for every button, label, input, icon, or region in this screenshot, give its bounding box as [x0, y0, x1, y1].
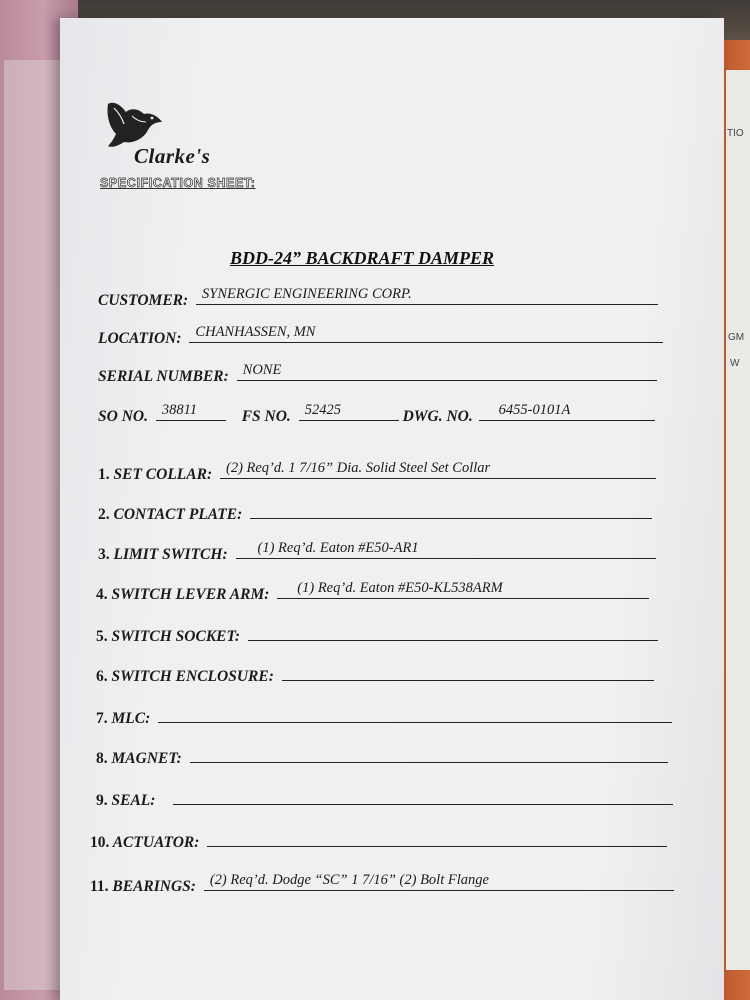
item-number: 6.	[96, 668, 108, 685]
item-value: (1) Req’d. Eaton #E50-AR1	[257, 540, 419, 556]
underlying-page	[4, 60, 60, 990]
item-label: SWITCH ENCLOSURE:	[111, 668, 274, 685]
order-numbers-row	[98, 404, 655, 426]
item-label: MLC:	[111, 710, 151, 727]
serial-number-label: SERIAL NUMBER:	[98, 368, 229, 385]
item-label: MAGNET:	[111, 750, 182, 767]
serial-number-field	[98, 364, 657, 386]
item-row	[96, 664, 654, 686]
item-line	[173, 788, 673, 805]
so-value: 38811	[161, 402, 198, 418]
item-line	[250, 502, 652, 519]
so-label: SO NO.	[98, 408, 148, 425]
item-row	[98, 542, 656, 564]
next-page-edge	[726, 70, 750, 970]
item-row	[90, 874, 674, 896]
item-label: SET COLLAR:	[113, 466, 213, 483]
edge-text: GM	[728, 332, 745, 343]
customer-label: CUSTOMER:	[98, 292, 189, 309]
item-line	[277, 582, 649, 599]
location-value: CHANHASSEN, MN	[195, 324, 316, 340]
item-value: (2) Req’d. 1 7/16” Dia. Solid Steel Set Collar	[225, 460, 491, 476]
item-number: 11.	[90, 878, 109, 895]
item-number: 4.	[96, 586, 108, 603]
item-line	[204, 874, 674, 891]
item-label: SEAL:	[111, 792, 156, 809]
item-label: CONTACT PLATE:	[113, 506, 243, 523]
item-label: SWITCH SOCKET:	[111, 628, 240, 645]
item-row	[96, 582, 649, 604]
fs-label: FS NO.	[241, 408, 291, 425]
item-row	[96, 746, 668, 768]
item-number: 10.	[90, 834, 110, 851]
location-field	[98, 326, 663, 348]
location-label: LOCATION:	[98, 330, 182, 347]
item-value: (2) Req’d. Dodge “SC” 1 7/16” (2) Bolt Flange	[209, 872, 489, 888]
item-number: 5.	[96, 628, 108, 645]
fs-value: 52425	[304, 402, 341, 418]
dwg-line	[479, 404, 655, 421]
fs-line	[299, 404, 399, 421]
item-number: 8.	[96, 750, 108, 767]
logo-wordmark: Clarke's	[134, 144, 211, 168]
item-line	[236, 542, 656, 559]
specification-sheet-heading: SPECIFICATION SHEET:	[100, 176, 256, 190]
item-line	[190, 746, 668, 763]
item-label: LIMIT SWITCH:	[113, 546, 228, 563]
item-row	[98, 462, 656, 484]
item-number: 1.	[98, 466, 110, 483]
specification-page	[60, 18, 724, 1000]
location-line	[189, 326, 663, 343]
document-title: BDD-24” BACKDRAFT DAMPER	[230, 248, 495, 268]
item-number: 9.	[96, 792, 108, 809]
item-value: (1) Req’d. Eaton #E50-KL538ARM	[297, 580, 503, 596]
item-row	[90, 830, 667, 852]
item-number: 7.	[96, 710, 108, 727]
customer-line	[196, 288, 658, 305]
company-logo	[104, 98, 244, 178]
dwg-value: 6455-0101A	[498, 402, 571, 418]
item-number: 3.	[98, 546, 110, 563]
item-number: 2.	[98, 506, 110, 523]
item-line	[248, 624, 658, 641]
item-label: BEARINGS:	[112, 878, 196, 895]
item-row	[96, 624, 658, 646]
item-label: ACTUATOR:	[112, 834, 200, 851]
customer-value: SYNERGIC ENGINEERING CORP.	[202, 286, 412, 302]
so-line	[156, 404, 226, 421]
dwg-label: DWG. NO.	[402, 408, 473, 425]
item-line	[220, 462, 656, 479]
item-row	[98, 502, 652, 524]
edge-text: W	[730, 358, 740, 369]
serial-number-value: NONE	[242, 362, 282, 378]
serial-number-line	[237, 364, 657, 381]
item-line	[207, 830, 667, 847]
item-line	[282, 664, 654, 681]
customer-field	[98, 288, 658, 310]
item-line	[158, 706, 672, 723]
item-row	[96, 788, 673, 810]
item-label: SWITCH LEVER ARM:	[111, 586, 270, 603]
item-row	[96, 706, 672, 728]
edge-text: TIO	[727, 128, 744, 139]
